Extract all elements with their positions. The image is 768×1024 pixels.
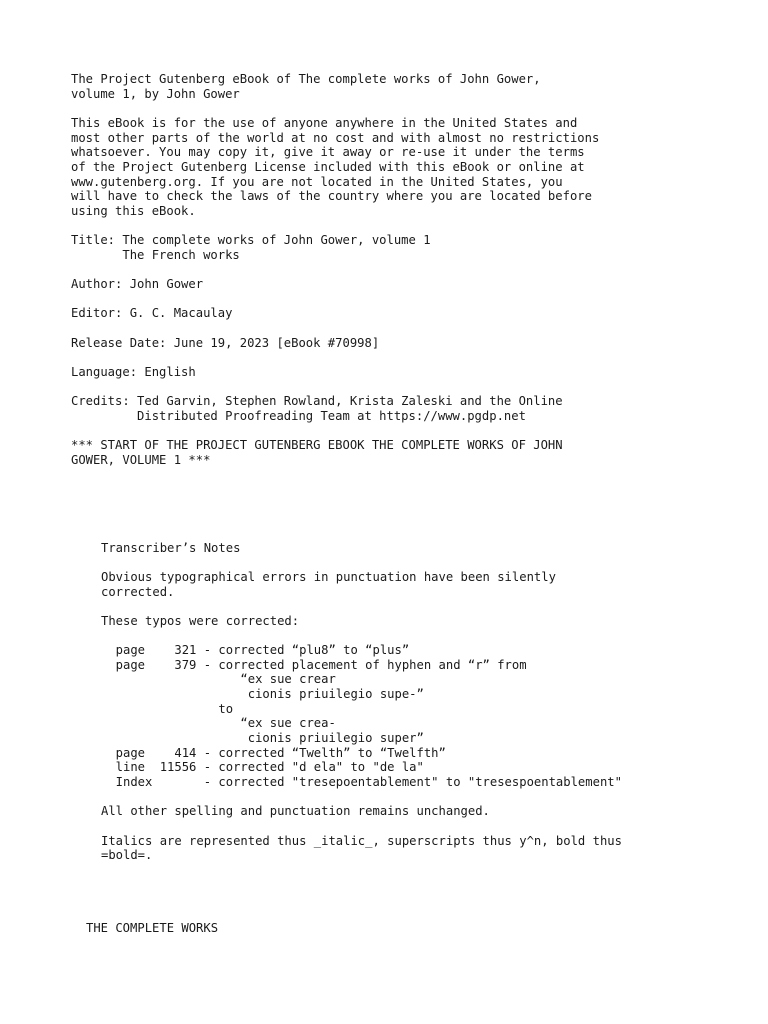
license-paragraph: This eBook is for the use of anyone anywhere in the United States and most other parts of the world at no cost and with almost no restrictions whatsoever. You may copy it, give it away or re-use it under the terms of the Project Gutenberg License included with this eBook or online at www.gutenberg.org. If you are not located in the United States, you will have to check the laws of the country where you are located before using this eBook.: [71, 115, 600, 218]
meta-language: Language: English: [71, 365, 196, 380]
italics-note: Italics are represented thus _italic_, superscripts thus y^n, bold thus =bold=.: [101, 833, 622, 863]
meta-editor: Editor: G. C. Macaulay: [71, 306, 233, 321]
ebook-text: [71, 72, 751, 936]
transcriber-notes: [101, 541, 751, 863]
typos-heading: These typos were corrected:: [101, 613, 300, 628]
meta-release-date: Release Date: June 19, 2023 [eBook #70998]: [71, 335, 380, 350]
start-marker: *** START OF THE PROJECT GUTENBERG EBOOK THE COMPLETE WORKS OF JOHN GOWER, VOLUME 1 ***: [71, 438, 563, 467]
transcriber-notes-intro: Obvious typographical errors in punctuation have been silently corrected.: [101, 569, 556, 599]
meta-title: Title: The complete works of John Gower, volume 1 The French works: [71, 233, 431, 262]
unchanged-note: All other spelling and punctuation remains unchanged.: [101, 804, 490, 819]
meta-author: Author: John Gower: [71, 277, 204, 292]
meta-credits: Credits: Ted Garvin, Stephen Rowland, Krista Zaleski and the Online Distributed Proofreading Team at https://www.pgdp.net: [71, 394, 563, 423]
ebook-title: The Project Gutenberg eBook of The complete works of John Gower, volume 1, by John Gower: [71, 72, 541, 101]
corrections-list: page 321 - corrected “plu8” to “plus” page 379 - corrected placement of hyphen and “r” from “ex sue crear cionis priuilegio supe-” to “ex sue crea- cionis priuilegio super” page 414 - corrected “Twelth” to “Twelfth” line 11556 - corrected "d ela" to "de la" Index - corrected "tresepoentablement" to "tresespoentablement": [115, 643, 622, 790]
transcriber-notes-heading: Transcriber’s Notes: [101, 540, 241, 555]
section-heading: THE COMPLETE WORKS: [86, 920, 219, 935]
